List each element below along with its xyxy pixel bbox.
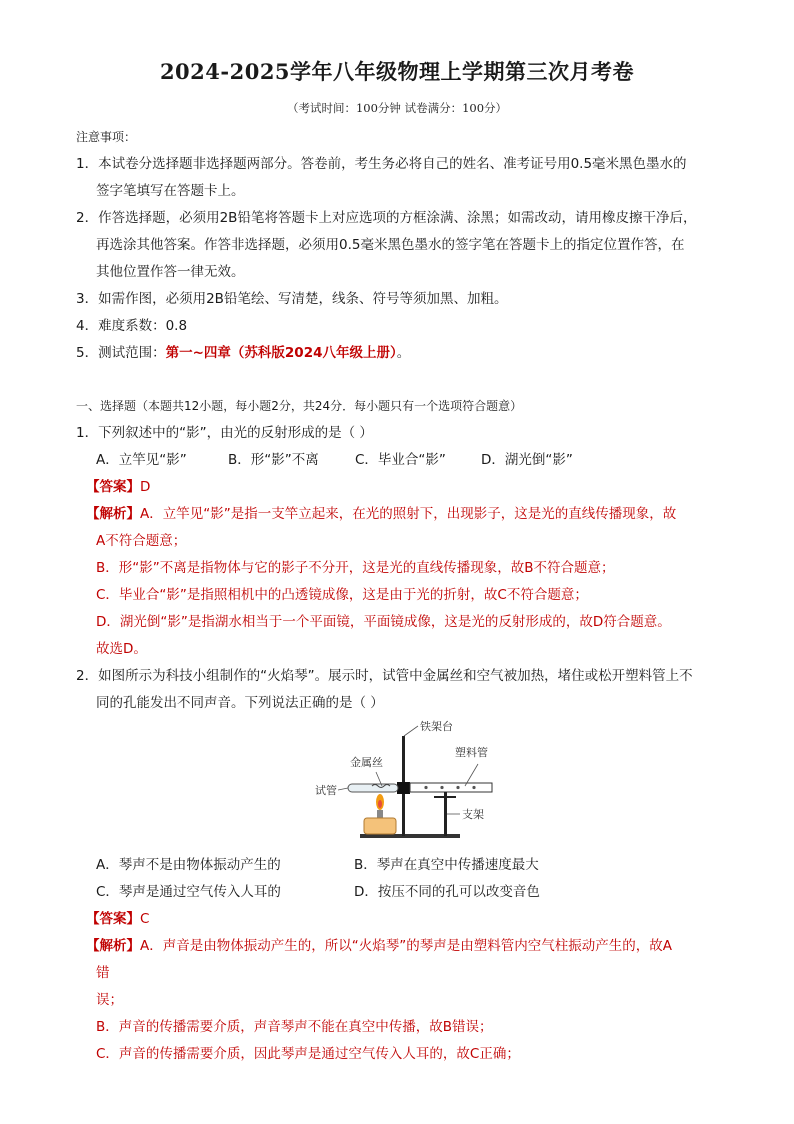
- flame-harp-figure: [300, 716, 510, 846]
- answer-value: D: [140, 479, 151, 495]
- q1-analysis-line-1: [86, 505, 676, 523]
- analysis-label: 【解析】: [86, 938, 140, 954]
- note-text: 如需作图，必须用2B铅笔绘、写清楚，线条、符号等须加黑、加粗。: [98, 291, 508, 307]
- analysis-label: 【解析】: [86, 506, 140, 522]
- note-2-line-1: [76, 209, 696, 227]
- label-test-tube: 试管: [315, 784, 337, 797]
- q1-analysis-line-2: A不符合题意；: [96, 533, 187, 549]
- q2-analysis-line-3: 误；: [96, 992, 123, 1008]
- answer-label: 【答案】: [86, 911, 140, 927]
- apparatus-diagram: [300, 716, 510, 846]
- question-1-stem: 1．下列叙述中的“影”，由光的反射形成的是（ ）: [76, 425, 373, 441]
- note-2-line-3: 其他位置作答一律无效。: [96, 264, 245, 280]
- q1-option-a: A．立竿见“影”: [96, 452, 187, 468]
- answer-value: C: [140, 911, 150, 927]
- note-3: [76, 290, 507, 308]
- question-2-stem-line-1: 2．如图所示为科技小组制作的“火焰琴”。展示时，试管中金属丝和空气被加热，堵住或松开塑料管上不: [76, 668, 693, 684]
- q2-option-c: C．琴声是通过空气传入人耳的: [96, 884, 281, 900]
- note-number: 4．: [76, 318, 99, 334]
- q2-analysis-line-5: C．声音的传播需要介质，因此琴声是通过空气传入人耳的，故C正确；: [96, 1046, 520, 1062]
- q2-answer: [86, 910, 149, 928]
- notes-heading: 注意事项：: [76, 130, 137, 144]
- q1-analysis-line-5: D．湖光倒“影”是指湖水相当于一个平面镜，平面镜成像，这是光的反射形成的，故D符合题意。: [96, 614, 671, 630]
- q2-analysis-line-4: B．声音的传播需要介质，声音琴声不能在真空中传播，故B错误；: [96, 1019, 493, 1035]
- q2-option-a: A．琴声不是由物体振动产生的: [96, 857, 281, 873]
- note-number: 2．: [76, 210, 99, 226]
- q1-option-c: C．毕业合“影”: [355, 452, 446, 468]
- note-text: 难度系数：0.8: [98, 318, 188, 334]
- q1-option-b: B．形“影”不离: [228, 452, 319, 468]
- label-iron-stand: 铁架台: [420, 720, 453, 733]
- note-number: 3．: [76, 291, 99, 307]
- label-support: 支架: [462, 808, 484, 821]
- q2-option-d: D．按压不同的孔可以改变音色: [354, 884, 540, 900]
- analysis-text: A．立竿见“影”是指一支竿立起来，在光的照射下，出现影子，这是光的直线传播现象，故: [140, 506, 677, 522]
- q1-analysis-line-3: B．形“影”不离是指物体与它的影子不分开，这是光的直线传播现象，故B不符合题意；: [96, 560, 615, 576]
- note-text: 作答选择题，必须用2B铅笔将答题卡上对应选项的方框涂满、涂黑；如需改动，请用橡皮擦干净后，: [98, 210, 697, 226]
- test-scope: 第一~四章（苏科版2024八年级上册）: [165, 345, 397, 361]
- note-1-line-2: 签字笔填写在答题卡上。: [96, 183, 245, 199]
- q2-option-b: B．琴声在真空中传播速度最大: [354, 857, 539, 873]
- page-title: 2024-2025学年八年级物理上学期第三次月考卷: [159, 59, 635, 84]
- note-2-line-2: 再选涂其他答案。作答非选择题，必须用0.5毫米黑色墨水的签字笔在答题卡上的指定位置作答，在: [96, 237, 685, 253]
- label-metal-wire: 金属丝: [350, 756, 383, 769]
- note-number: 5．: [76, 345, 99, 361]
- note-text: 测试范围：: [98, 345, 166, 361]
- answer-label: 【答案】: [86, 479, 140, 495]
- note-text: 本试卷分选择题非选择题两部分。答卷前，考生务必将自己的姓名、准考证号用0.5毫米黑色墨水的: [98, 156, 687, 172]
- note-5: [76, 344, 410, 362]
- page-subtitle: （考试时间：100分钟 试卷满分：100分）: [286, 101, 508, 115]
- q2-analysis-line-1: [86, 937, 672, 955]
- note-4: [76, 317, 187, 335]
- note-suffix: 。: [396, 345, 411, 361]
- q1-answer: [86, 478, 150, 496]
- q1-analysis-line-4: C．毕业合“影”是指照相机中的凸透镜成像，这是由于光的折射，故C不符合题意；: [96, 587, 588, 603]
- note-1-line-1: [76, 155, 687, 173]
- analysis-text: A．声音是由物体振动产生的，所以“火焰琴”的琴声是由塑料管内空气柱振动产生的，故A: [140, 938, 672, 954]
- section-heading: 一、选择题（本题共12小题，每小题2分，共24分．每小题只有一个选项符合题意）: [76, 399, 523, 413]
- q1-option-d: D．湖光倒“影”: [481, 452, 573, 468]
- note-number: 1．: [76, 156, 99, 172]
- q1-analysis-line-6: 故选D。: [96, 641, 147, 657]
- label-plastic-tube: 塑料管: [455, 746, 488, 759]
- q2-analysis-line-2: 错: [96, 965, 110, 981]
- question-2-stem-line-2: 同的孔能发出不同声音。下列说法正确的是（ ）: [96, 695, 384, 711]
